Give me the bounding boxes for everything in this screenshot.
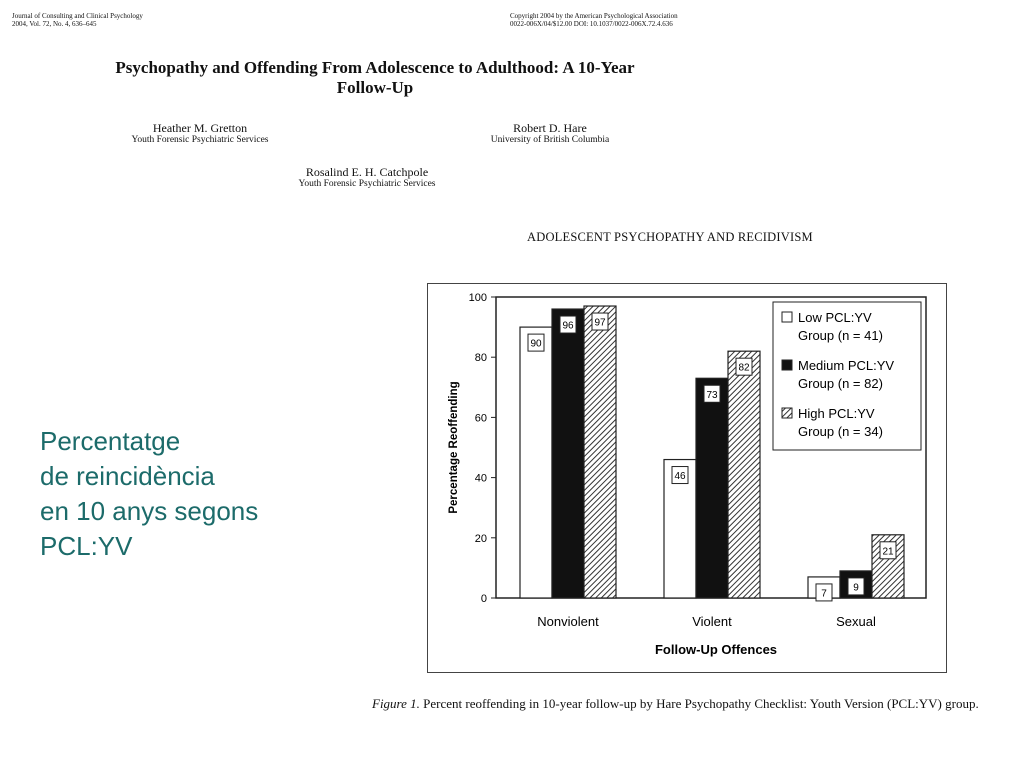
paper-title-line2: Follow-Up <box>336 78 414 97</box>
legend-label: Low PCL:YV <box>798 310 872 325</box>
author-name: Heather M. Gretton <box>152 121 248 135</box>
legend-label: Group (n = 82) <box>798 376 883 391</box>
author-block <box>85 122 315 145</box>
author-block <box>455 122 645 145</box>
data-label: 9 <box>853 582 859 594</box>
copyright-header <box>510 12 750 28</box>
paper-title-line1: Psychopathy and Offending From Adolescence to Adulthood: A 10-Year <box>115 58 635 77</box>
author-affiliation: Youth Forensic Psychiatric Services <box>298 179 436 189</box>
y-axis-label: Percentage Reoffending <box>448 381 460 514</box>
bar <box>552 309 584 598</box>
y-tick-label: 40 <box>474 472 487 485</box>
slide-caption-line: Percentatge <box>40 426 181 456</box>
legend-label: High PCL:YV <box>798 406 875 421</box>
journal-name: Journal of Consulting and Clinical Psychology <box>12 12 143 20</box>
legend-label: Group (n = 34) <box>798 424 883 439</box>
figure-label: Figure 1. <box>372 696 420 711</box>
copyright-line: Copyright 2004 by the American Psychological Association <box>510 12 678 20</box>
y-tick-label: 80 <box>474 352 487 365</box>
legend-label: Medium PCL:YV <box>798 358 895 373</box>
y-tick-label: 100 <box>468 292 487 304</box>
figure-frame <box>427 283 947 673</box>
slide-caption-line: de reincidència <box>40 461 215 491</box>
running-head: ADOLESCENT PSYCHOPATHY AND RECIDIVISM <box>527 230 813 244</box>
data-label: 82 <box>738 362 750 374</box>
bar <box>520 327 552 598</box>
bar <box>728 351 760 598</box>
data-label: 73 <box>706 389 718 401</box>
bar <box>584 306 616 598</box>
legend-swatch <box>782 312 792 322</box>
data-label: 97 <box>594 317 606 329</box>
y-tick-label: 0 <box>480 593 487 605</box>
slide-caption-line: en 10 anys segons <box>40 496 259 526</box>
journal-volume: 2004, Vol. 72, No. 4, 636–645 <box>12 20 97 28</box>
bar-chart <box>428 284 946 672</box>
legend-label: Group (n = 41) <box>798 328 883 343</box>
bar <box>696 378 728 598</box>
x-tick-label: Nonviolent <box>537 614 599 629</box>
slide-caption <box>40 424 258 564</box>
doi-line: 0022-006X/04/$12.00 DOI: 10.1037/0022-006X.72.4.636 <box>510 20 673 28</box>
paper-title <box>25 58 725 98</box>
author-affiliation: University of British Columbia <box>490 135 610 145</box>
x-tick-label: Sexual <box>836 614 876 629</box>
y-tick-label: 60 <box>474 412 487 425</box>
journal-header <box>12 12 222 28</box>
slide-caption-line: PCL:YV <box>40 531 133 561</box>
legend-swatch <box>782 360 792 370</box>
figure-caption <box>372 695 1012 713</box>
author-name: Robert D. Hare <box>513 121 587 135</box>
x-tick-label: Violent <box>692 614 732 629</box>
author-affiliation: Youth Forensic Psychiatric Services <box>131 135 269 145</box>
y-tick-label: 20 <box>474 532 487 545</box>
data-label: 96 <box>562 320 574 332</box>
figure-caption-text: Percent reoffending in 10-year follow-up by Hare Psychopathy Checklist: Youth Version (PCL:YV) group. <box>423 696 979 711</box>
author-block <box>262 166 472 189</box>
data-label: 7 <box>821 588 827 600</box>
author-name: Rosalind E. H. Catchpole <box>305 165 429 179</box>
data-label: 90 <box>530 338 542 350</box>
data-label: 21 <box>882 546 894 558</box>
x-axis-label: Follow-Up Offences <box>654 642 778 657</box>
legend-swatch <box>782 408 792 418</box>
data-label: 46 <box>674 471 686 483</box>
